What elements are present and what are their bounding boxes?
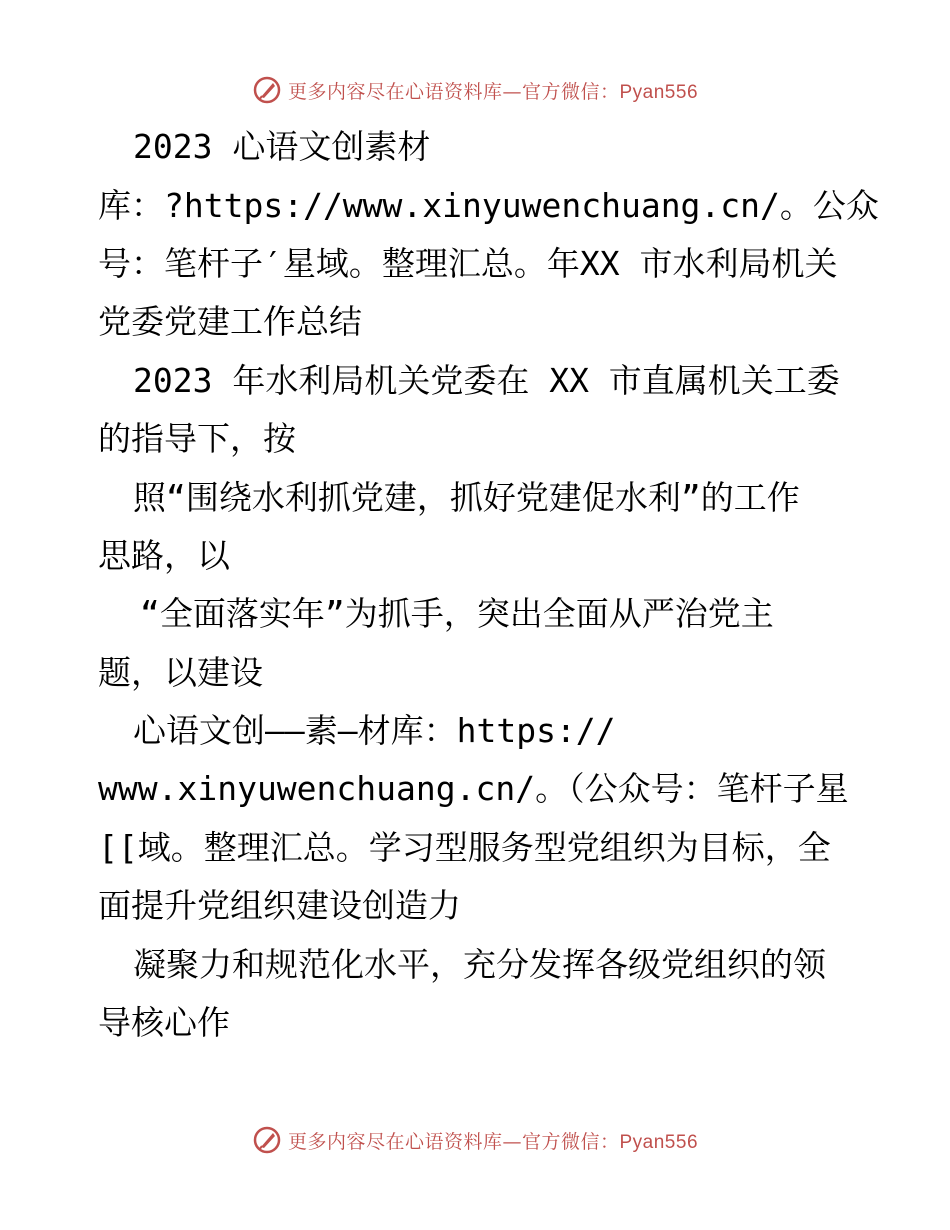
text-line: 党委党建工作总结 [98, 302, 362, 341]
banner-label: 更多内容尽在心语资料库—官方微信： [287, 1130, 620, 1153]
text-line: www.xinyuwenchuang.cn/。（公众号：笔杆子星 [98, 769, 849, 808]
text-line: 思路，以 [98, 536, 230, 575]
text-line: 凝聚力和规范化水平，充分发挥各级党组织的领 [133, 945, 826, 984]
text-line: 号：笔杆子′星域。整理汇总。年XX 市水利局机关 [98, 244, 838, 283]
banner-wechat-id: Pyan556 [619, 1131, 699, 1153]
feather-pen-logo-icon [252, 75, 282, 105]
text-line: 库：?https://www.xinyuwenchuang.cn/。公众 [98, 186, 879, 225]
text-line: 导核心作 [98, 1003, 230, 1042]
footer-banner [0, 1122, 950, 1158]
text-line: 2023 心语文创素材 [133, 127, 431, 166]
text-line: 2023 年水利局机关党委在 XX 市直属机关工委 [133, 361, 840, 400]
feather-pen-logo-icon [252, 1125, 282, 1155]
banner-label: 更多内容尽在心语资料库—官方微信： [287, 80, 620, 103]
text-line: 题，以建设 [98, 653, 263, 692]
text-line: “全面落实年”为抓手，突出全面从严治党主 [140, 594, 774, 633]
text-line: 心语文创——素—材库：https:// [133, 711, 616, 750]
header-banner [0, 72, 950, 108]
banner-wechat-id: Pyan556 [619, 81, 699, 103]
text-line: [[域。整理汇总。学习型服务型党组织为目标，全 [98, 828, 831, 867]
text-line: 面提升党组织建设创造力 [98, 886, 461, 925]
footer-banner-text [288, 1127, 698, 1154]
header-banner-text [288, 77, 698, 104]
text-line: 照“围绕水利抓党建，抓好党建促水利”的工作 [133, 478, 800, 517]
text-line: 的指导下，按 [98, 419, 296, 458]
